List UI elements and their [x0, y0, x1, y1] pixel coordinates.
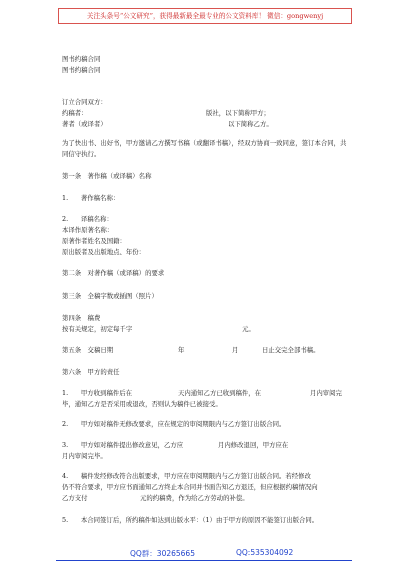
article-6-p4-b: 仍不符合要求，甲方应书面通知乙方终止本合同并书面告知乙方退还，但应根据约稿情况向: [62, 483, 318, 491]
article-6-p1-c: 月内审阅完: [310, 389, 342, 397]
promo-banner: 关注头条号“公文研究”，获得最新最全最专业的公文资料库！ 微信：gongwenyj: [58, 8, 352, 24]
article-1-item-1: 1. 著作稿名称：: [62, 194, 120, 202]
article-4-heading: 第四条 稿费: [62, 314, 101, 322]
article-6-p3-c: 月内审阅完毕。: [62, 452, 107, 460]
page-title: 图书约稿合同: [62, 55, 101, 63]
article-6-heading: 第六条 甲方的责任: [62, 368, 120, 376]
footer-qq-group: QQ群：30265665: [130, 549, 195, 558]
article-6-p4-d: 元的约稿费，作为给乙方劳动的补偿。: [140, 494, 249, 502]
article-4-unit: 元。: [242, 325, 255, 333]
article-3-heading: 第三条 全稿字数或插图（照片）: [62, 292, 158, 300]
author-suffix: 以下简称乙方。: [228, 120, 273, 128]
parties-intro: 订立合同双方：: [62, 98, 107, 106]
article-4-text: 按有关规定，初定每千字: [62, 325, 133, 333]
article-2-heading: 第二条 对著作稿（或译稿）的要求: [62, 269, 165, 277]
article-6-p1-a: 1. 甲方收到稿件后在: [62, 389, 133, 397]
article-6-p2: 2. 甲方如对稿件无修改要求，应在规定的审阅期限内与乙方签订出版合同。: [62, 420, 286, 428]
article-5-heading: 第五条 交稿日期: [62, 346, 114, 354]
article-1-original-title: 本译作原著名称：: [62, 226, 114, 234]
article-6-p4-c: 乙方支付: [62, 494, 88, 502]
article-5-year: 年: [178, 346, 185, 354]
article-6-p4-a: 4. 稿件发经修改符合出版要求，甲方应在审阅期限内与乙方签订出版合同。若经修改: [62, 472, 311, 480]
article-6-p1-d: 毕，通知乙方是否采用或退改，否则认为稿件已被接受。: [62, 400, 222, 408]
article-1-original-author: 原著作者姓名及国籍：: [62, 237, 126, 245]
article-1-item-2: 2. 译稿名称：: [62, 215, 113, 223]
article-6-p5: 5. 本合同签订后，所约稿件如达到出版水平：（1）由于甲方的原因不能签订出版合同。: [62, 516, 319, 524]
article-6-p3-b: 月内修改退回，甲方应在: [218, 441, 289, 449]
article-6-p3-a: 3. 甲方如对稿件提出修改意见，乙方应: [62, 441, 184, 449]
footer-rule: [56, 560, 352, 561]
preamble: 为了快出书、出好书，甲方邀请乙方撰写书稿（或翻译书稿），经双方协商一致同意，签订本合同，共同信守执行。: [62, 139, 347, 158]
publisher-label: 约稿者：: [62, 109, 88, 117]
author-label: 著者（或译者）: [62, 120, 107, 128]
publisher-suffix: 版社，以下简称甲方；: [206, 109, 270, 117]
footer-qq: QQ:535304092: [236, 548, 294, 557]
article-5-month: 月: [232, 346, 239, 354]
article-6-p1-b: 天内通知乙方已收到稿件，在: [178, 389, 262, 397]
article-1-original-publisher: 原出版者及出版地点、年份：: [62, 248, 146, 256]
page-subtitle: 图书约稿合同: [62, 66, 101, 74]
article-1-heading: 第一条 著作稿（或译稿）名称: [62, 172, 152, 180]
article-5-tail: 日止交完全部书稿。: [262, 346, 320, 354]
